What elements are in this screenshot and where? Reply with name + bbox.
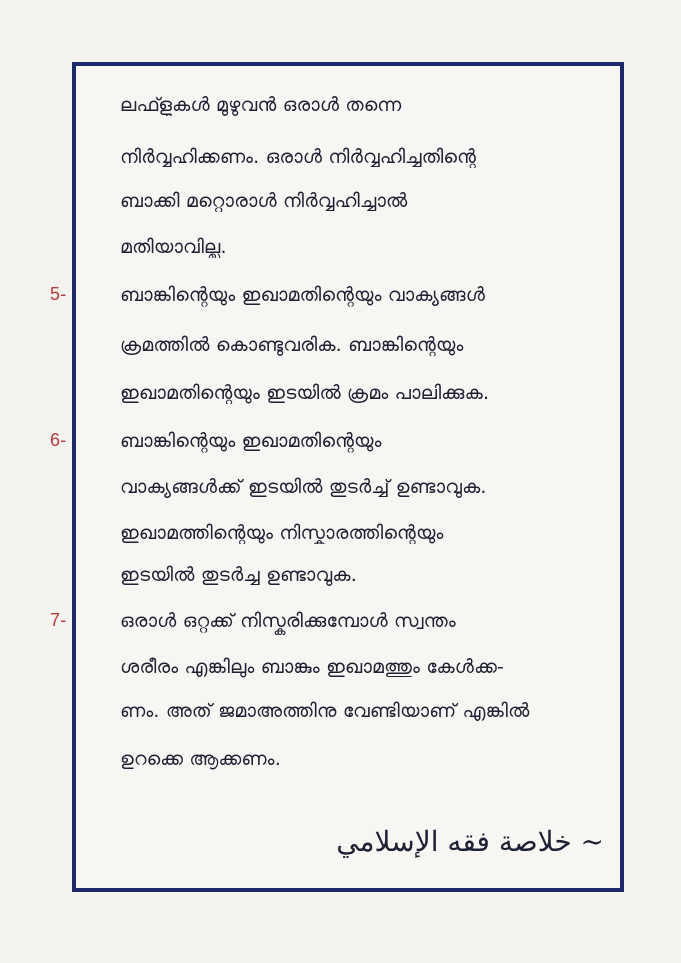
item-marker-5: 5-: [50, 284, 67, 304]
text-line: ഇഖാമത്തിന്റെയും നിസ്കാരത്തിന്റെയും: [120, 522, 444, 544]
text-line: ബാക്കി മറ്റൊരാൾ നിർവ്വഹിച്ചാൽ: [120, 190, 408, 212]
text-line: ഇഖാമതിന്റെയും ഇടയിൽ ക്രമം പാലിക്കുക.: [120, 382, 490, 404]
text-line: [50, 284, 608, 306]
text-line: വാക്യങ്ങൾക്ക് ഇടയിൽ തുടർച്ച് ഉണ്ടാവുക.: [120, 476, 487, 498]
page-frame: [50, 62, 624, 892]
signature: ~ خلاصة فقه الإسلامي: [336, 825, 604, 858]
text-line-content: ബാങ്കിന്റെയും ഇഖാമതിന്റെയും വാക്യങ്ങൾ: [120, 284, 486, 306]
text-line: ഉറക്കെ ആക്കണം.: [120, 748, 281, 770]
text-line: മതിയാവില്ല.: [120, 236, 227, 258]
text-line-content: ബാങ്കിന്റെയും ഇഖാമതിന്റെയും: [120, 430, 382, 452]
item-marker-6: 6-: [50, 430, 67, 450]
text-line: [50, 610, 608, 632]
text-line: ഇടയിൽ തുടർച്ച ഉണ്ടാവുക.: [120, 564, 357, 586]
text-line: ലഫ്ളുകൾ മുഴുവൻ ഒരാൾ തന്നെ: [120, 94, 402, 116]
text-line: നിർവ്വഹിക്കണം. ഒരാൾ നിർവ്വഹിച്ചതിന്റെ: [120, 146, 477, 168]
handwritten-text-block: [50, 66, 620, 888]
text-line-content: ഒരാൾ ഒറ്റക്ക് നിസ്കരിക്കുമ്പോൾ സ്വന്തം: [120, 610, 456, 632]
text-line: ണം. അത് ജമാഅത്തിനു വേണ്ടിയാണ് എങ്കിൽ: [120, 700, 530, 722]
item-marker-7: 7-: [50, 610, 67, 630]
text-line: ക്രമത്തിൽ കൊണ്ടുവരിക. ബാങ്കിന്റെയും: [120, 334, 464, 356]
text-line: ശരീരം എങ്കിലും ബാങ്കും ഇഖാമത്തും കേൾക്ക-: [120, 656, 505, 678]
text-line: [50, 430, 608, 452]
